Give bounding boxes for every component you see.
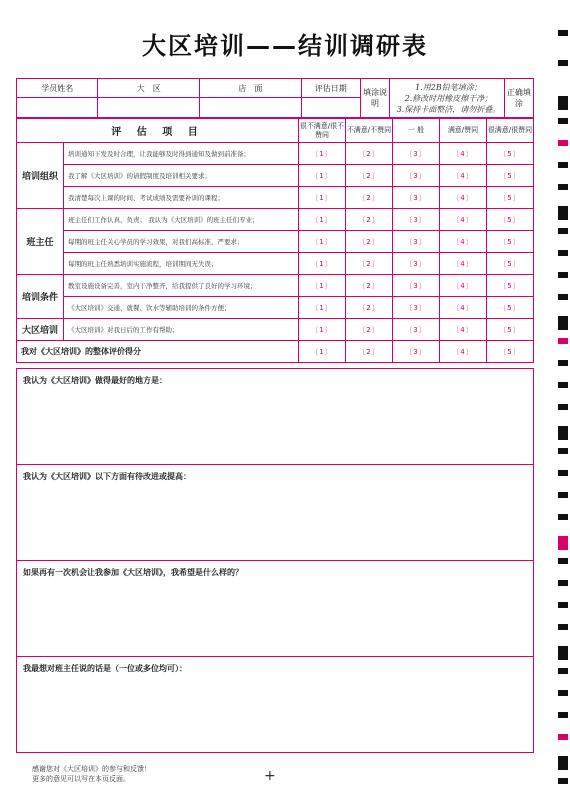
- rating-bubble-4[interactable]: 〔4〕: [440, 297, 487, 319]
- col-header-5: 很满意/很赞同: [487, 119, 534, 143]
- timing-mark: [558, 514, 568, 520]
- rating-bubble-1[interactable]: 〔1〕: [299, 187, 346, 209]
- rating-bubble-1[interactable]: 〔1〕: [299, 209, 346, 231]
- rating-bubble-3[interactable]: 〔3〕: [393, 209, 440, 231]
- overall-label: 我对《大区培训》的整体评价得分: [17, 341, 299, 363]
- rating-bubble-3[interactable]: 〔3〕: [393, 143, 440, 165]
- timing-mark: [558, 580, 568, 586]
- timing-mark: [558, 646, 568, 660]
- footer-line-1: 感谢您对《大区培训》的参与和反馈！: [32, 765, 151, 773]
- rating-bubble-5[interactable]: 〔5〕: [487, 231, 534, 253]
- label-region: 大 区: [98, 79, 200, 98]
- rating-bubble-4[interactable]: 〔4〕: [440, 275, 487, 297]
- timing-mark: [558, 602, 568, 608]
- rating-bubble-3[interactable]: 〔3〕: [393, 165, 440, 187]
- timing-mark: [558, 536, 568, 550]
- timing-mark: [558, 316, 568, 330]
- timing-mark: [558, 668, 568, 674]
- group-label: 班主任: [17, 209, 64, 275]
- timing-mark: [558, 558, 568, 564]
- timing-mark: [558, 184, 568, 190]
- rating-bubble-4[interactable]: 〔4〕: [440, 231, 487, 253]
- rating-bubble-4[interactable]: 〔4〕: [440, 319, 487, 341]
- rating-table: [16, 118, 534, 363]
- fill-instructions: [390, 79, 505, 118]
- rating-bubble-2[interactable]: 〔2〕: [346, 143, 393, 165]
- rating-item-text: 《大区培训》交通、就餐、饮水等辅助培训的条件方便；: [64, 297, 299, 319]
- timing-mark: [558, 734, 568, 740]
- open-questions-table: [16, 368, 534, 753]
- overall-bubble-3[interactable]: 〔3〕: [393, 341, 440, 363]
- rating-bubble-2[interactable]: 〔2〕: [346, 209, 393, 231]
- rating-item-text: 我清楚每次上课的时间、考试成绩及需要补训的课程；: [64, 187, 299, 209]
- rating-row: [17, 187, 534, 209]
- rating-bubble-3[interactable]: 〔3〕: [393, 275, 440, 297]
- rating-bubble-4[interactable]: 〔4〕: [440, 209, 487, 231]
- rating-row: [17, 253, 534, 275]
- timing-mark: [558, 228, 568, 234]
- rating-row: [17, 297, 534, 319]
- col-header-1: 很不满意/很不赞同: [299, 119, 346, 143]
- open-question-1[interactable]: 我认为《大区培训》做得最好的地方是：: [17, 369, 534, 465]
- rating-bubble-5[interactable]: 〔5〕: [487, 297, 534, 319]
- timing-mark: [558, 272, 568, 278]
- rating-bubble-1[interactable]: 〔1〕: [299, 231, 346, 253]
- info-table: [16, 78, 534, 118]
- rating-bubble-5[interactable]: 〔5〕: [487, 209, 534, 231]
- rating-bubble-5[interactable]: 〔5〕: [487, 253, 534, 275]
- rating-bubble-3[interactable]: 〔3〕: [393, 319, 440, 341]
- fill-instructions-label: 填涂说明: [360, 79, 389, 118]
- rating-bubble-4[interactable]: 〔4〕: [440, 253, 487, 275]
- group-label: 培训组织: [17, 143, 64, 209]
- student-name-field[interactable]: [17, 98, 98, 118]
- col-header-2: 不满意/不赞同: [346, 119, 393, 143]
- col-header-4: 满意/赞同: [440, 119, 487, 143]
- rating-bubble-2[interactable]: 〔2〕: [346, 275, 393, 297]
- eval-date-field[interactable]: [301, 98, 360, 118]
- rating-row: [17, 143, 534, 165]
- rating-bubble-2[interactable]: 〔2〕: [346, 319, 393, 341]
- timing-mark: [558, 60, 568, 66]
- rating-bubble-4[interactable]: 〔4〕: [440, 165, 487, 187]
- col-header-3: 一 般: [393, 119, 440, 143]
- rating-bubble-5[interactable]: 〔5〕: [487, 187, 534, 209]
- timing-mark: [558, 712, 568, 718]
- footer-note: [32, 764, 151, 784]
- rating-bubble-1[interactable]: 〔1〕: [299, 275, 346, 297]
- rating-bubble-1[interactable]: 〔1〕: [299, 165, 346, 187]
- rating-row: [17, 275, 534, 297]
- timing-mark: [558, 426, 568, 440]
- overall-row: [17, 341, 534, 363]
- instruction-3: 3.保持卡面整洁，请勿折叠。: [396, 104, 501, 114]
- timing-mark: [558, 492, 568, 498]
- rating-bubble-5[interactable]: 〔5〕: [487, 319, 534, 341]
- rating-row: [17, 231, 534, 253]
- timing-mark: [558, 470, 568, 476]
- rating-header: 评 估 项 目: [17, 119, 299, 143]
- overall-bubble-1[interactable]: 〔1〕: [299, 341, 346, 363]
- open-question-2[interactable]: 我认为《大区培训》以下方面有待改进或提高：: [17, 465, 534, 561]
- timing-mark: [558, 140, 568, 146]
- rating-item-text: 每期的班主任关心学员的学习效果，对我们高标准，严要求；: [64, 231, 299, 253]
- label-student-name: 学员姓名: [17, 79, 98, 98]
- rating-item-text: 班主任们工作认真、负责； 我认为《大区培训》的班主任们专业；: [64, 209, 299, 231]
- rating-item-text: 每期的班主任熟悉培训实施流程，培训期间无失误；: [64, 253, 299, 275]
- rating-item-text: 教室设施设备完善，室内干净整齐，给我提供了良好的学习环境；: [64, 275, 299, 297]
- rating-bubble-4[interactable]: 〔4〕: [440, 187, 487, 209]
- group-label: 大区培训: [17, 319, 64, 341]
- store-field[interactable]: [200, 98, 302, 118]
- overall-bubble-2[interactable]: 〔2〕: [346, 341, 393, 363]
- rating-item-text: 培训通知下发及时合理，让我能够及时得到通知及做到前准备；: [64, 143, 299, 165]
- timing-mark: [558, 382, 568, 388]
- overall-bubble-4[interactable]: 〔4〕: [440, 341, 487, 363]
- rating-item-text: 我了解《大区培训》的请假制度及培训相关要求；: [64, 165, 299, 187]
- instruction-1: 1.用2B铅笔填涂；: [415, 82, 482, 92]
- rating-item-text: 《大区培训》对我日后的工作有帮助；: [64, 319, 299, 341]
- label-eval-date: 评估日期: [301, 79, 360, 98]
- page-title: 大区培训——结训调研表: [142, 32, 428, 60]
- rating-bubble-2[interactable]: 〔2〕: [346, 165, 393, 187]
- rating-row: [17, 165, 534, 187]
- rating-bubble-2[interactable]: 〔2〕: [346, 187, 393, 209]
- rating-bubble-5[interactable]: 〔5〕: [487, 143, 534, 165]
- timing-marks: [556, 0, 570, 800]
- instruction-2: 2.修改时用橡皮擦干净；: [404, 93, 493, 103]
- rating-bubble-5[interactable]: 〔5〕: [487, 275, 534, 297]
- correct-fill-label: 正确填涂: [504, 79, 533, 118]
- rating-bubble-1[interactable]: 〔1〕: [299, 319, 346, 341]
- timing-mark: [558, 360, 568, 366]
- open-question-4[interactable]: 我最想对班主任说的话是（一位或多位均可）：: [17, 657, 534, 753]
- rating-row: [17, 209, 534, 231]
- timing-mark: [558, 448, 568, 454]
- registration-mark: +: [264, 768, 276, 784]
- timing-mark: [558, 30, 568, 36]
- rating-bubble-2[interactable]: 〔2〕: [346, 297, 393, 319]
- timing-mark: [558, 338, 568, 344]
- timing-mark: [558, 118, 568, 124]
- rating-bubble-3[interactable]: 〔3〕: [393, 231, 440, 253]
- rating-bubble-2[interactable]: 〔2〕: [346, 253, 393, 275]
- rating-bubble-3[interactable]: 〔3〕: [393, 187, 440, 209]
- timing-mark: [558, 778, 568, 784]
- rating-row: [17, 319, 534, 341]
- rating-bubble-1[interactable]: 〔1〕: [299, 253, 346, 275]
- rating-bubble-2[interactable]: 〔2〕: [346, 231, 393, 253]
- region-field[interactable]: [98, 98, 200, 118]
- timing-mark: [558, 162, 568, 168]
- rating-bubble-3[interactable]: 〔3〕: [393, 297, 440, 319]
- rating-bubble-5[interactable]: 〔5〕: [487, 165, 534, 187]
- timing-mark: [558, 756, 568, 770]
- timing-mark: [558, 624, 568, 630]
- label-store: 店 面: [200, 79, 302, 98]
- rating-bubble-4[interactable]: 〔4〕: [440, 143, 487, 165]
- timing-mark: [558, 294, 568, 300]
- timing-mark: [558, 404, 568, 410]
- timing-mark: [558, 250, 568, 256]
- open-question-3[interactable]: 如果再有一次机会让我参加《大区培训》，我希望是什么样的？: [17, 561, 534, 657]
- timing-mark: [558, 206, 568, 220]
- timing-mark: [558, 690, 568, 696]
- group-label: 培训条件: [17, 275, 64, 319]
- rating-bubble-1[interactable]: 〔1〕: [299, 297, 346, 319]
- overall-bubble-5[interactable]: 〔5〕: [487, 341, 534, 363]
- footer-line-2: 更多的意见可以写在本页反面。: [32, 775, 130, 783]
- rating-bubble-1[interactable]: 〔1〕: [299, 143, 346, 165]
- timing-mark: [558, 96, 568, 110]
- rating-bubble-3[interactable]: 〔3〕: [393, 253, 440, 275]
